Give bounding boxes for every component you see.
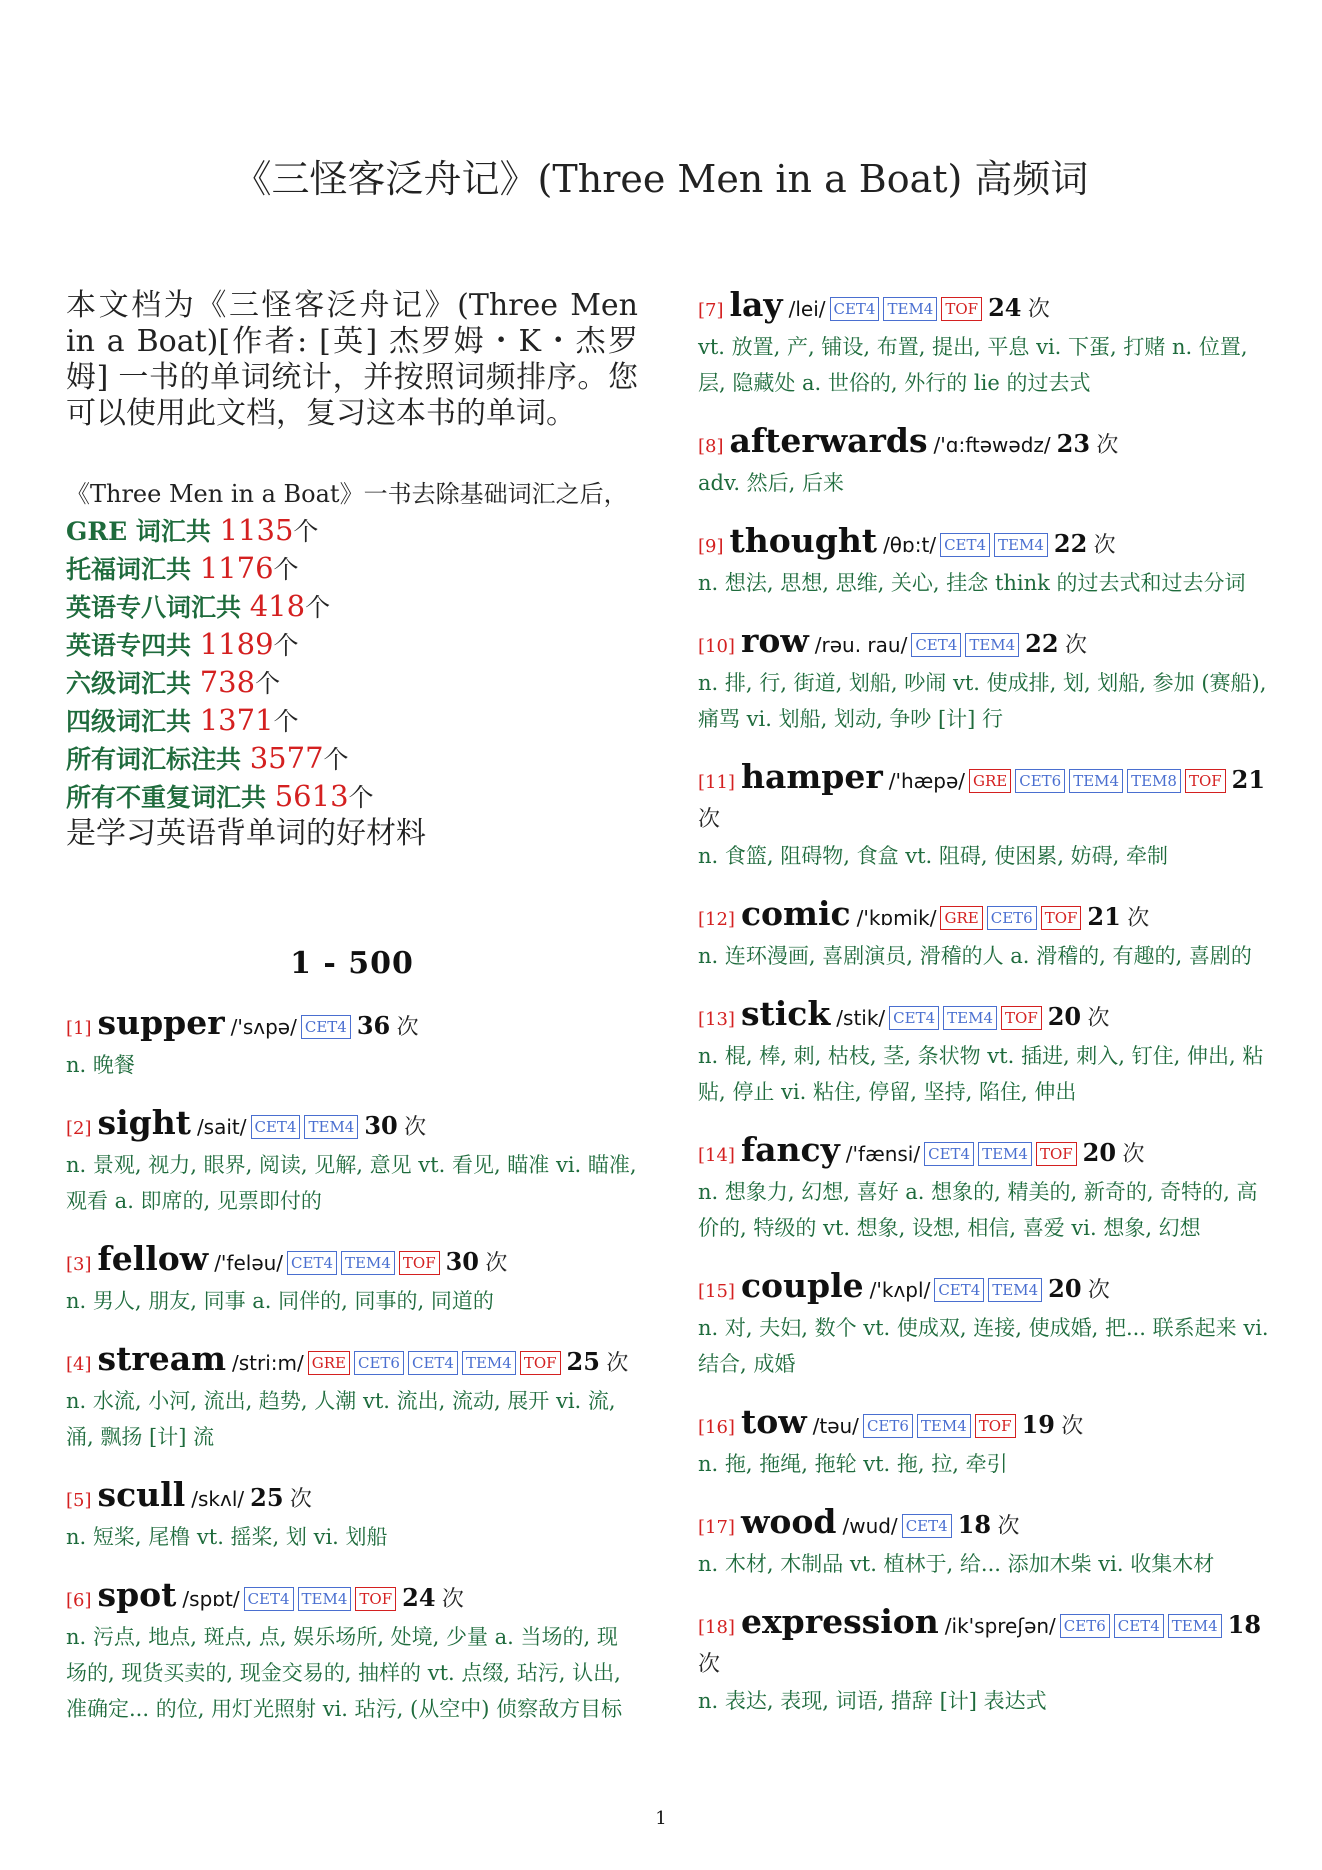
exam-tag: CET4 [244, 1587, 294, 1611]
entry-definition: n. 想象力, 幻想, 喜好 a. 想象的, 精美的, 新奇的, 奇特的, 高价的, 特级的 vt. 想象, 设想, 相信, 喜爱 vi. 想象, 幻想 [698, 1180, 1258, 1240]
vocab-stats [66, 476, 638, 852]
entry-head [698, 1504, 1270, 1546]
entry-head [66, 1005, 638, 1047]
entry-count: 24 [402, 1583, 436, 1612]
entry-index: [15] [698, 1281, 735, 1302]
times-label: 次 [698, 807, 721, 832]
entry-head [698, 287, 1270, 329]
stat-row [66, 702, 638, 740]
entry-pronunciation: /'fænsi/ [845, 1142, 921, 1166]
entry-definition: n. 排, 行, 街道, 划船, 吵闹 vt. 使成排, 划, 划船, 参加 (赛船), 痛骂 vi. 划船, 划动, 争吵 [计] 行 [698, 671, 1267, 731]
entry-head [698, 896, 1270, 938]
stat-unit: 个 [305, 593, 331, 622]
stat-unit: 个 [255, 669, 281, 698]
entry-word: supper [97, 1003, 225, 1042]
entry-word: tow [740, 1402, 807, 1441]
entry-definition: vt. 放置, 产, 铺设, 布置, 提出, 平息 vi. 下蛋, 打赌 n. 位置, 层, 隐藏处 a. 世俗的, 外行的 lie 的过去式 [698, 335, 1248, 395]
entry-word: couple [740, 1266, 864, 1305]
entry-count: 21 [1087, 902, 1121, 931]
exam-tag: TOF [1185, 769, 1226, 793]
vocab-entry [698, 996, 1270, 1110]
stat-row [66, 664, 638, 702]
page-number: 1 [655, 1808, 667, 1829]
entry-count: 30 [445, 1247, 480, 1276]
stat-row [66, 740, 638, 778]
exam-tag: TOF [975, 1414, 1016, 1438]
entry-word: stream [97, 1339, 227, 1378]
entry-pronunciation: /sait/ [196, 1115, 247, 1139]
entry-index: [2] [66, 1118, 92, 1139]
times-label: 次 [441, 1587, 464, 1612]
exam-tag: TOF [941, 297, 982, 321]
stat-count: 738 [199, 665, 256, 699]
stat-row [66, 626, 638, 664]
entry-definition: n. 男人, 朋友, 同事 a. 同伴的, 同事的, 同道的 [66, 1289, 494, 1313]
exam-tag: CET4 [287, 1251, 337, 1275]
entry-index: [18] [698, 1617, 735, 1638]
entry-count: 18 [957, 1510, 992, 1539]
stat-unit: 个 [273, 555, 299, 584]
entry-definition: adv. 然后, 后来 [698, 471, 845, 495]
times-label: 次 [1127, 906, 1150, 931]
entry-list-right [698, 287, 1270, 1719]
stat-count: 3577 [249, 741, 324, 775]
vocab-entry [66, 1105, 638, 1219]
entry-pronunciation: /skʌl/ [191, 1487, 245, 1511]
stat-count: 1176 [199, 551, 274, 585]
exam-tag: TOF [1036, 1142, 1077, 1166]
entry-count: 20 [1048, 1274, 1082, 1303]
entry-word: lay [729, 285, 783, 324]
entry-count: 18 [1227, 1610, 1262, 1639]
stat-unit: 个 [273, 631, 299, 660]
right-column [698, 287, 1270, 1741]
vocab-entry [698, 623, 1270, 737]
exam-tag: CET4 [889, 1006, 939, 1030]
entry-pronunciation: /stik/ [836, 1006, 886, 1030]
exam-tag: TEM4 [341, 1251, 395, 1275]
entry-word: wood [740, 1502, 837, 1541]
entry-definition: n. 表达, 表现, 词语, 措辞 [计] 表达式 [698, 1689, 1047, 1713]
entry-pronunciation: /rəu. rau/ [814, 633, 908, 657]
exam-tag: TEM4 [943, 1006, 997, 1030]
entry-index: [14] [698, 1145, 735, 1166]
vocab-entry [698, 287, 1270, 401]
entry-word: fancy [740, 1130, 840, 1169]
entry-definition: n. 棍, 棒, 刺, 枯枝, 茎, 条状物 vt. 插进, 刺入, 钉住, 伸出, 粘贴, 停止 vi. 粘住, 停留, 坚持, 陷住, 伸出 [698, 1044, 1264, 1104]
stat-label: 四级词汇共 [66, 707, 200, 736]
exam-tag: TOF [1001, 1006, 1042, 1030]
exam-tag: CET6 [1015, 769, 1065, 793]
entry-definition: n. 拖, 拖绳, 拖轮 vt. 拖, 拉, 牵引 [698, 1452, 1008, 1476]
intro-paragraph: 本文档为《三怪客泛舟记》(Three Men in a Boat)[作者: [英] 杰罗姆・K・杰罗姆] 一书的单词统计，并按照词频排序。您可以使用此文档，复习这本书的单词。 [66, 288, 638, 431]
stat-unit: 个 [348, 783, 374, 812]
vocab-entry [698, 423, 1270, 501]
times-label: 次 [606, 1351, 629, 1376]
entry-index: [7] [698, 300, 724, 321]
vocab-entry [66, 1241, 638, 1319]
exam-tag: GRE [969, 769, 1011, 793]
exam-tag: CET6 [354, 1351, 404, 1375]
stat-label: 英语专八词汇共 [66, 593, 250, 622]
entry-index: [12] [698, 909, 735, 930]
exam-tag: TEM4 [883, 297, 937, 321]
entry-word: thought [729, 521, 878, 560]
exam-tag: CET4 [934, 1278, 984, 1302]
entry-index: [13] [698, 1009, 735, 1030]
entry-head [698, 759, 1270, 838]
entry-count: 20 [1082, 1138, 1117, 1167]
times-label: 次 [1061, 1414, 1084, 1439]
range-heading: 1 - 500 [290, 946, 414, 981]
vocab-entry [698, 1132, 1270, 1246]
vocab-entry [66, 1341, 638, 1455]
entry-definition: n. 晚餐 [66, 1053, 135, 1077]
exam-tag: TEM8 [1127, 769, 1181, 793]
times-label: 次 [289, 1487, 312, 1512]
vocab-entry [698, 1268, 1270, 1382]
entry-word: row [740, 621, 809, 660]
stat-label: 六级词汇共 [66, 669, 200, 698]
entry-pronunciation: /'hæpə/ [888, 769, 965, 793]
entry-head [698, 1404, 1270, 1446]
entry-pronunciation: /'kɒmik/ [856, 906, 937, 930]
times-label: 次 [698, 1652, 721, 1677]
stat-row [66, 588, 638, 626]
entry-count: 21 [1231, 765, 1266, 794]
left-column [66, 288, 638, 1749]
entry-count: 20 [1047, 1002, 1082, 1031]
entry-index: [3] [66, 1254, 92, 1275]
entry-head [66, 1577, 638, 1619]
stat-count: 418 [249, 589, 306, 623]
entry-head [66, 1241, 638, 1283]
entry-count: 24 [988, 293, 1022, 322]
exam-tag: GRE [308, 1351, 350, 1375]
entry-word: scull [97, 1475, 186, 1514]
times-label: 次 [1064, 633, 1087, 658]
exam-tag: TEM4 [1069, 769, 1123, 793]
entry-pronunciation: /'sʌpə/ [230, 1015, 297, 1039]
entry-head [698, 423, 1270, 465]
times-label: 次 [1087, 1006, 1110, 1031]
stats-lead: 《Three Men in a Boat》一书去除基础词汇之后， [66, 480, 628, 508]
entry-count: 19 [1021, 1410, 1055, 1439]
exam-tag: TOF [399, 1251, 440, 1275]
stat-count: 1371 [199, 703, 274, 737]
entry-definition: n. 想法, 思想, 思维, 关心, 挂念 think 的过去式和过去分词 [698, 571, 1246, 595]
stat-label: 所有词汇标注共 [66, 745, 250, 774]
entry-head [66, 1105, 638, 1147]
page-title: 《三怪客泛舟记》(Three Men in a Boat) 高频词 [233, 157, 1089, 201]
entry-pronunciation: /'kʌpl/ [869, 1278, 931, 1302]
times-label: 次 [396, 1015, 419, 1040]
exam-tag: TOF [1041, 906, 1082, 930]
exam-tag: CET4 [911, 633, 961, 657]
exam-tag: TEM4 [1168, 1614, 1222, 1638]
entry-index: [4] [66, 1354, 92, 1375]
stat-count: 1135 [219, 513, 294, 547]
entry-definition: n. 水流, 小河, 流出, 趋势, 人潮 vt. 流出, 流动, 展开 vi. 流, 涌, 飘扬 [计] 流 [66, 1389, 616, 1449]
entry-pronunciation: /lei/ [788, 297, 826, 321]
entry-pronunciation: /θɒ:t/ [883, 533, 937, 557]
exam-tag: TEM4 [965, 633, 1019, 657]
times-label: 次 [1093, 533, 1116, 558]
times-label: 次 [1027, 297, 1050, 322]
vocab-entry [698, 896, 1270, 974]
entry-head [698, 996, 1270, 1038]
vocab-entry [66, 1005, 638, 1083]
stat-row [66, 550, 638, 588]
exam-tag: CET4 [902, 1514, 952, 1538]
exam-tag: CET4 [408, 1351, 458, 1375]
vocab-entry [698, 1404, 1270, 1482]
entry-list-left [66, 1005, 638, 1727]
exam-tag: TEM4 [988, 1278, 1042, 1302]
stat-unit: 个 [293, 517, 319, 546]
vocab-entry [698, 523, 1270, 601]
entry-pronunciation: /wud/ [842, 1514, 898, 1538]
vocab-entry [698, 1604, 1270, 1719]
times-label: 次 [1087, 1278, 1110, 1303]
exam-tag: CET4 [251, 1115, 301, 1139]
entry-pronunciation: /stri:m/ [232, 1351, 304, 1375]
vocab-entry [66, 1477, 638, 1555]
entry-count: 22 [1053, 529, 1088, 558]
exam-tag: TEM4 [978, 1142, 1032, 1166]
entry-definition: n. 连环漫画, 喜剧演员, 滑稽的人 a. 滑稽的, 有趣的, 喜剧的 [698, 944, 1252, 968]
entry-index: [11] [698, 772, 735, 793]
vocab-entry [698, 759, 1270, 874]
exam-tag: TEM4 [298, 1587, 352, 1611]
entry-count: 23 [1056, 429, 1091, 458]
stat-label: 所有不重复词汇共 [66, 783, 275, 812]
stat-count: 1189 [199, 627, 274, 661]
entry-word: fellow [97, 1239, 209, 1278]
entry-index: [6] [66, 1590, 92, 1611]
exam-tag: GRE [940, 906, 982, 930]
entry-count: 25 [566, 1347, 600, 1376]
stat-label: 英语专四共 [66, 631, 200, 660]
entry-index: [10] [698, 636, 735, 657]
exam-tag: CET4 [830, 297, 880, 321]
entry-head [698, 1268, 1270, 1310]
entry-word: stick [740, 994, 831, 1033]
entry-pronunciation: /'feləu/ [214, 1251, 284, 1275]
entry-index: [16] [698, 1417, 735, 1438]
exam-tag: CET6 [987, 906, 1037, 930]
times-label: 次 [1096, 433, 1119, 458]
exam-tag: CET6 [1060, 1614, 1110, 1638]
entry-word: spot [97, 1575, 177, 1614]
entry-definition: n. 景观, 视力, 眼界, 阅读, 见解, 意见 vt. 看见, 瞄准 vi. 瞄准, 观看 a. 即席的, 见票即付的 [66, 1153, 637, 1213]
entry-count: 25 [250, 1483, 284, 1512]
entry-index: [1] [66, 1018, 92, 1039]
entry-definition: n. 对, 夫妇, 数个 vt. 使成双, 连接, 使成婚, 把... 联系起来 vi. 结合, 成婚 [698, 1316, 1269, 1376]
exam-tag: TEM4 [304, 1115, 358, 1139]
entry-pronunciation: /təu/ [812, 1414, 859, 1438]
entry-head [698, 623, 1270, 665]
stat-unit: 个 [273, 707, 299, 736]
stat-row [66, 512, 638, 550]
entry-word: expression [740, 1602, 939, 1641]
stat-label: 托福词汇共 [66, 555, 200, 584]
stat-label: GRE 词汇共 [66, 517, 220, 546]
entry-index: [5] [66, 1490, 92, 1511]
entry-index: [8] [698, 436, 724, 457]
vocab-entry [66, 1577, 638, 1727]
entry-definition: n. 短桨, 尾橹 vt. 摇桨, 划 vi. 划船 [66, 1525, 388, 1549]
entry-definition: n. 污点, 地点, 斑点, 点, 娱乐场所, 处境, 少量 a. 当场的, 现场的, 现货买卖的, 现金交易的, 抽样的 vt. 点缀, 玷污, 认出, 准确定... 的位, 用灯光照射 vi. 玷污, (从空中) 侦察敌方目标 [66, 1625, 623, 1721]
exam-tag: CET6 [863, 1414, 913, 1438]
stats-closing: 是学习英语背单词的好材料 [66, 816, 426, 851]
exam-tag: CET4 [924, 1142, 974, 1166]
entry-index: [9] [698, 536, 724, 557]
exam-tag: TOF [355, 1587, 396, 1611]
exam-tag: TEM4 [994, 533, 1048, 557]
stat-count: 5613 [274, 779, 349, 813]
entry-head [66, 1477, 638, 1519]
entry-pronunciation: /spɒt/ [182, 1587, 240, 1611]
entry-word: afterwards [729, 421, 928, 460]
entry-count: 30 [364, 1111, 398, 1140]
exam-tag: TEM4 [917, 1414, 971, 1438]
entry-definition: n. 木材, 木制品 vt. 植林于, 给... 添加木柴 vi. 收集木材 [698, 1552, 1215, 1576]
entry-head [66, 1341, 638, 1383]
vocab-entry [698, 1504, 1270, 1582]
exam-tag: TOF [520, 1351, 561, 1375]
exam-tag: CET4 [301, 1015, 351, 1039]
entry-index: [17] [698, 1517, 735, 1538]
exam-tag: CET4 [1114, 1614, 1164, 1638]
times-label: 次 [1122, 1142, 1145, 1167]
entry-definition: n. 食篮, 阻碍物, 食盒 vt. 阻碍, 使困累, 妨碍, 牵制 [698, 844, 1168, 868]
stat-unit: 个 [323, 745, 349, 774]
entry-head [698, 523, 1270, 565]
entry-word: sight [97, 1103, 191, 1142]
exam-tag: CET4 [940, 533, 990, 557]
entry-head [698, 1132, 1270, 1174]
times-label: 次 [404, 1115, 427, 1140]
entry-word: hamper [740, 757, 883, 796]
times-label: 次 [997, 1514, 1020, 1539]
exam-tag: TEM4 [462, 1351, 516, 1375]
entry-count: 22 [1025, 629, 1059, 658]
entry-pronunciation: /'ɑ:ftəwədz/ [933, 433, 1051, 457]
stat-row [66, 778, 638, 816]
entry-count: 36 [356, 1011, 391, 1040]
entry-word: comic [740, 894, 851, 933]
times-label: 次 [485, 1251, 508, 1276]
entry-head [698, 1604, 1270, 1683]
entry-pronunciation: /ik'spreʃən/ [944, 1614, 1056, 1638]
